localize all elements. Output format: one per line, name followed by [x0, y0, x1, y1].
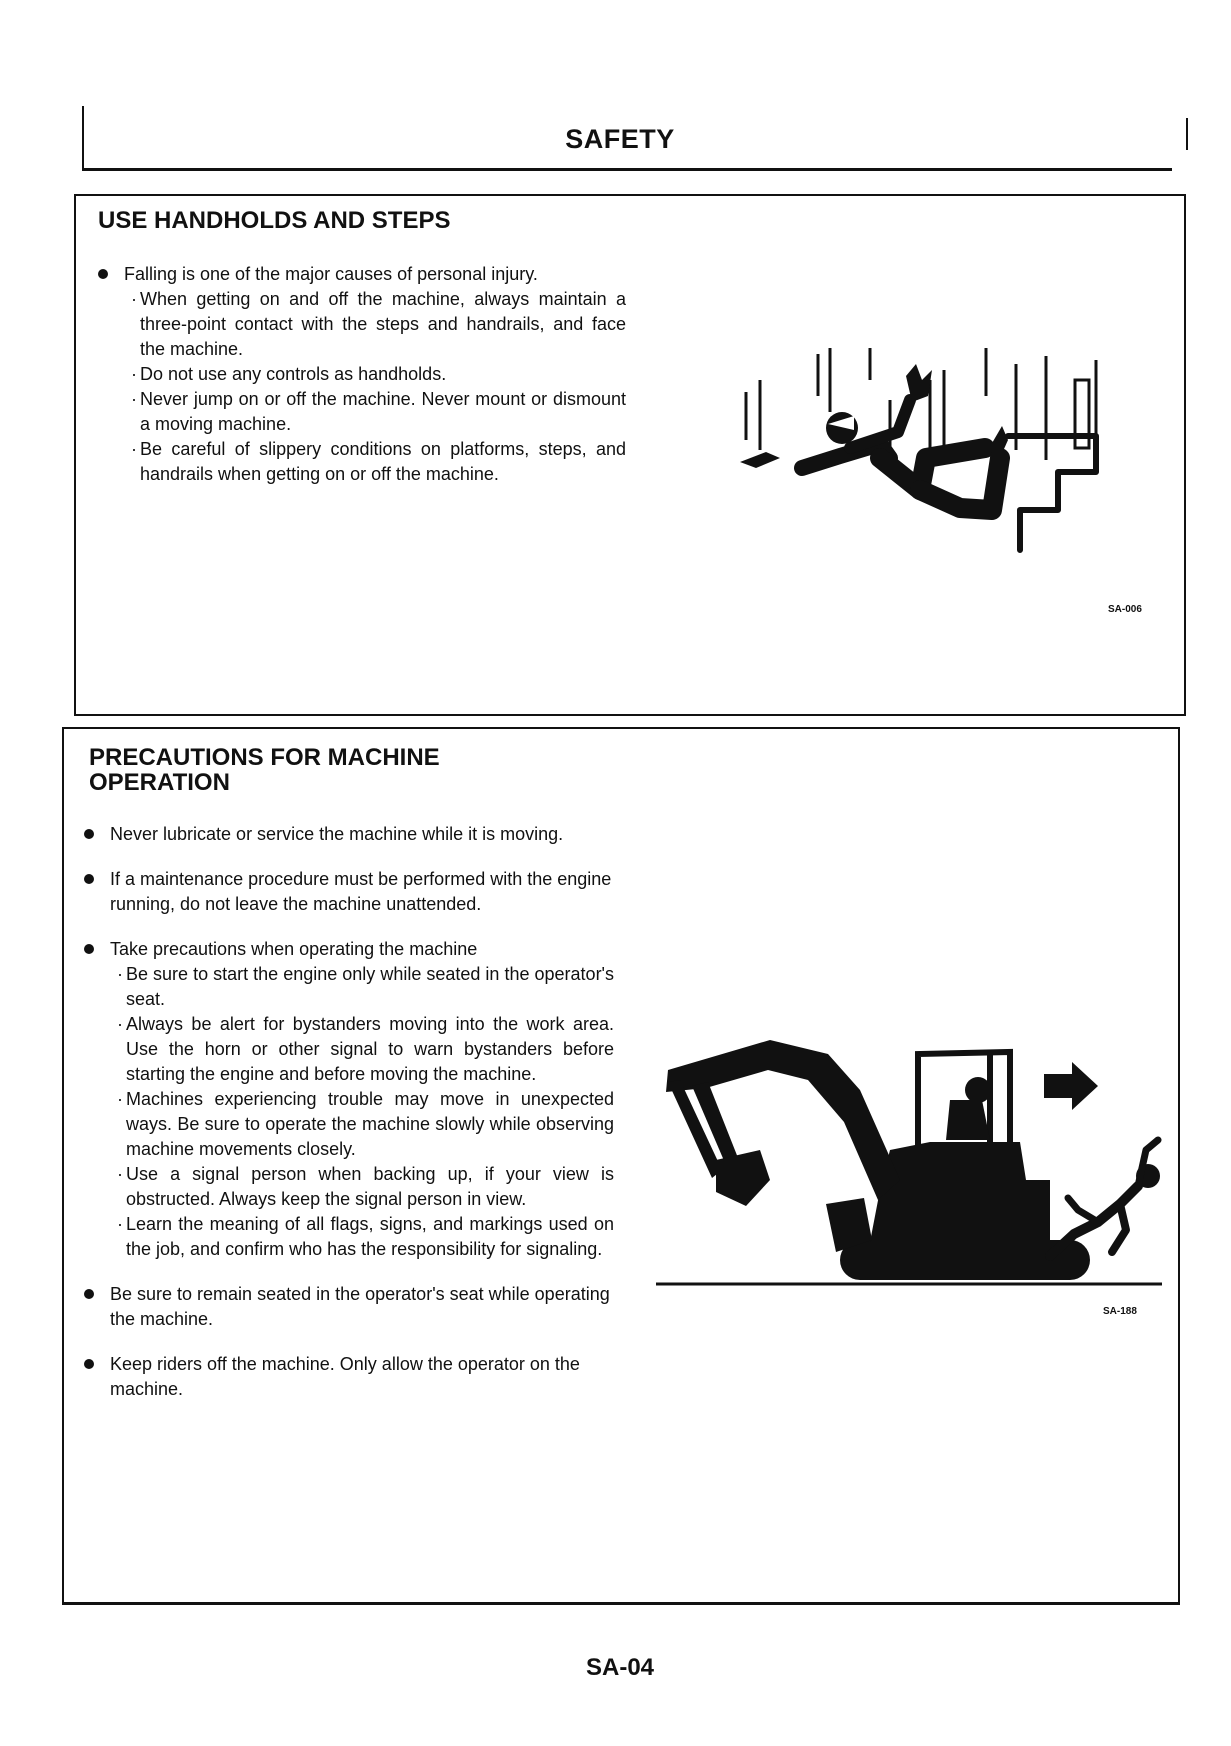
section1-item: · Do not use any controls as handholds.: [98, 362, 626, 387]
section2-item: · Machines experiencing trouble may move in unexpected ways. Be sure to operate the machine slowly while observing machine movements closely.: [84, 1087, 614, 1162]
figure-code: SA-188: [1103, 1306, 1137, 1317]
section2-bullet: Be sure to remain seated in the operator's seat while operating the machine.: [84, 1282, 614, 1332]
section2-bullet: Never lubricate or service the machine while it is moving.: [84, 822, 614, 847]
bullet-dot: [84, 1359, 94, 1369]
page-number: SA-04: [585, 1654, 655, 1681]
section2-item: · Always be alert for bystanders moving into the work area. Use the horn or other signal to warn bystanders before starting the engine and before moving the machine.: [84, 1012, 614, 1087]
section2-bullet: Take precautions when operating the machine: [84, 937, 614, 962]
section2-item: · Learn the meaning of all flags, signs, and markings used on the job, and confirm who has the responsibility for signaling.: [84, 1212, 614, 1262]
section1-title: USE HANDHOLDS AND STEPS: [98, 207, 451, 234]
header-rule: [82, 168, 1172, 171]
bullet-dot: [98, 269, 108, 279]
bullet-dot: [84, 874, 94, 884]
section2-bullet: Keep riders off the machine. Only allow the operator on the machine.: [84, 1352, 614, 1402]
bullet-dot: [84, 1289, 94, 1299]
bullet-dot: [84, 829, 94, 839]
section2-item: · Be sure to start the engine only while seated in the operator's seat.: [84, 962, 614, 1012]
section1-item: · Never jump on or off the machine. Never mount or dismount a moving machine.: [98, 387, 626, 437]
section2-bullet: If a maintenance procedure must be performed with the engine running, do not leave the machine unattended.: [84, 867, 614, 917]
section1-bullet: Falling is one of the major causes of personal injury.: [98, 262, 626, 287]
header-right-rule: [1186, 118, 1188, 150]
excavator-bystander-illustration: [650, 1030, 1170, 1300]
bullet-dot: [84, 944, 94, 954]
header-left-rule: [82, 106, 84, 170]
section2-title: PRECAUTIONS FOR MACHINE OPERATION: [89, 744, 440, 796]
section2-body: [84, 822, 614, 1402]
falling-person-illustration: [730, 340, 1110, 560]
section1-item: · When getting on and off the machine, always maintain a three-point contact with the steps and handrails, and face the machine.: [98, 287, 626, 362]
page-title: SAFETY: [565, 124, 675, 154]
section2-item: · Use a signal person when backing up, if your view is obstructed. Always keep the signal person in view.: [84, 1162, 614, 1212]
section1-item: · Be careful of slippery conditions on platforms, steps, and handrails when getting on or off the machine.: [98, 437, 626, 487]
section1-body: [98, 262, 626, 487]
figure-code: SA-006: [1108, 604, 1142, 615]
